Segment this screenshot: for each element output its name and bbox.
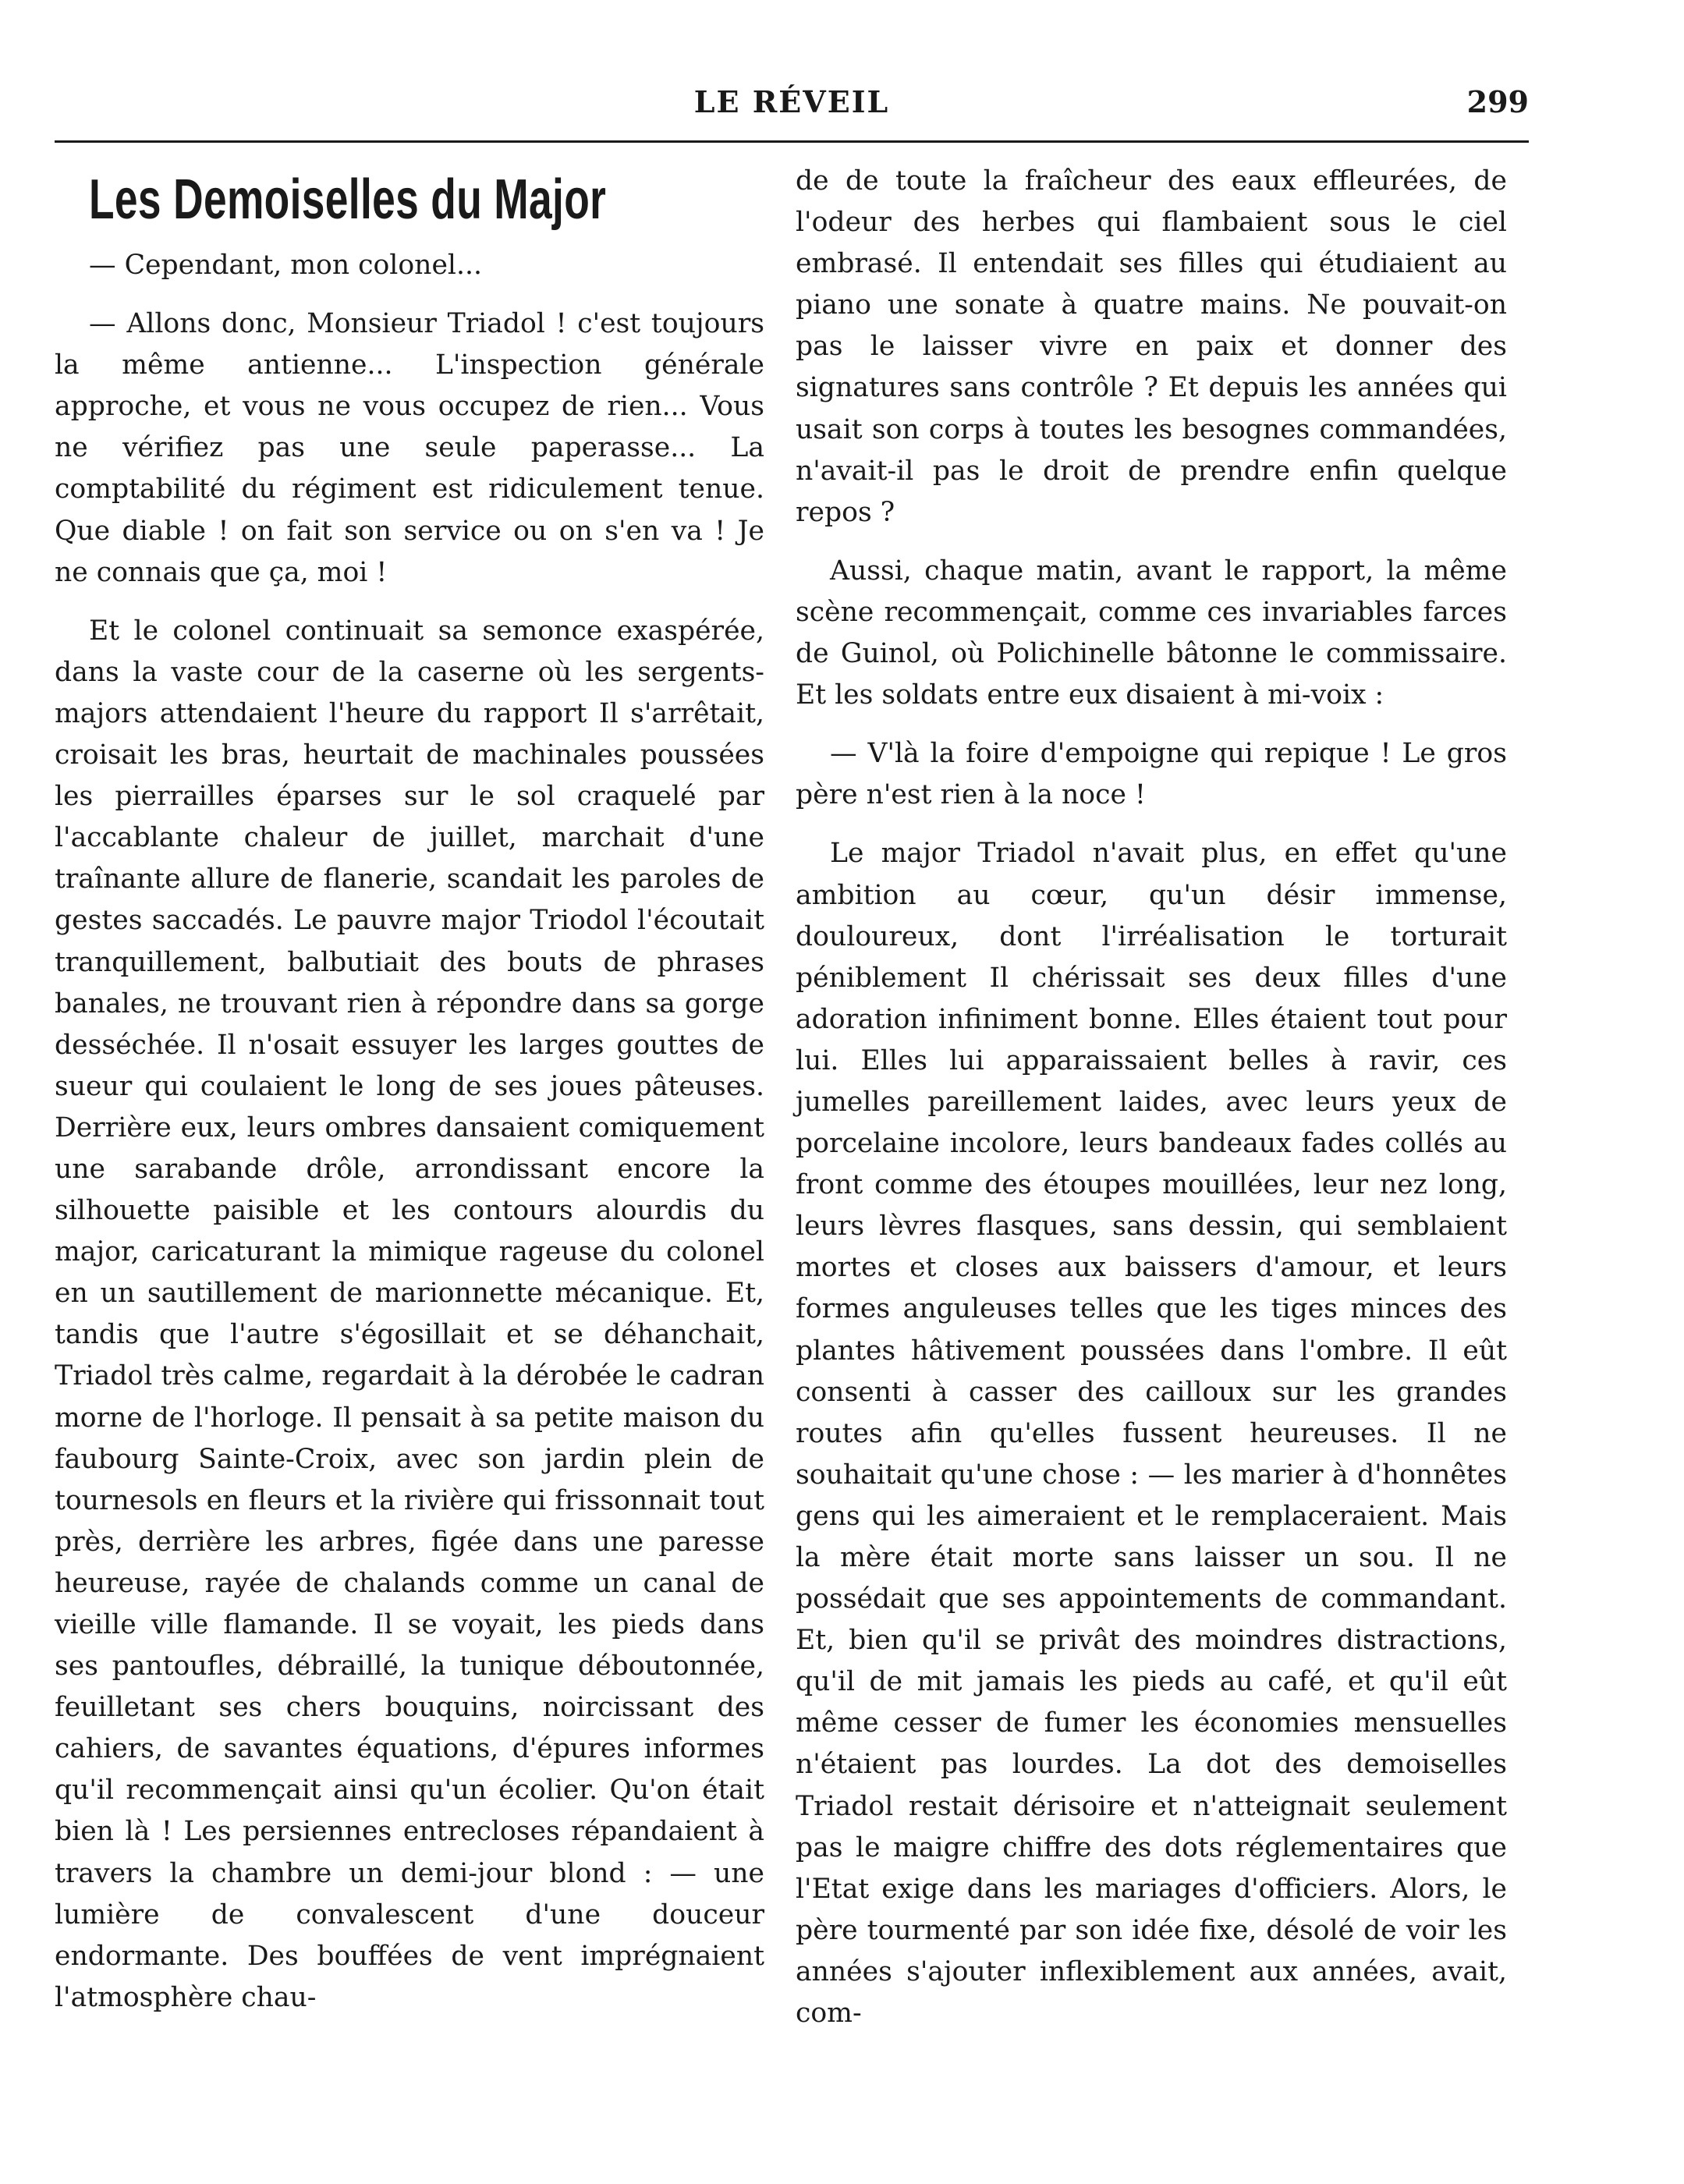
left-column xyxy=(55,161,764,2019)
right-column xyxy=(796,161,1507,2034)
paragraph: Aussi, chaque matin, avant le rapport, la même scène recommençait, comme ces invariables farces de Guinol, où Polichinelle bâtonne le commissaire. Et les soldats entre eux disaient à mi-voix : xyxy=(796,555,1507,711)
page-header xyxy=(55,84,1529,131)
paragraph: Et le colonel continuait sa semonce exaspérée, dans la vaste cour de la caserne où les sergents-majors attendaient l'heure du rapport Il s'arrêtait, croisait les bras, heurtait de machinales poussées les pierrailles éparses sur le sol craquelé par l'accablante chaleur de juillet, marchait d'une traînante allure de flanerie, scandait les paroles de gestes saccadés. Le pauvre major Triodol l'écoutait tranquillement, balbutiait des bouts de phrases banales, ne trouvant rien à répondre dans sa gorge desséchée. Il n'osait essuyer les larges gouttes de sueur qui coulaient le long de ses joues pâteuses. Derrière eux, leurs ombres dansaient comiquement une sarabande drôle, arrondissant encore la silhouette paisible et les contours alourdis du major, caricaturant la mimique rageuse du colonel en un sautillement de marionnette mécanique. Et, tandis que l'autre s'égosillait et se déhanchait, Triadol très calme, regardait à la dérobée le cadran morne de l'horloge. Il pensait à sa petite maison du faubourg Sainte-Croix, avec son jardin plein de tournesols en fleurs et la rivière qui frissonnait tout près, derrière les arbres, figée dans une paresse heureuse, rayée de chalands comme un canal de vieille ville flamande. Il se voyait, les pieds dans ses pantoufles, débraillé, la tunique déboutonnée, feuilletant ses chers bouquins, noircissant des cahiers, de savantes équations, d'épures informes qu'il recommençait ainsi qu'un écolier. Qu'on était bien là ! Les persiennes entrecloses répandaient à travers la chambre un demi-jour blond : — une lumière de convalescent d'une douceur endormante. Des bouffées de vent imprégnaient l'atmosphère chau- xyxy=(55,615,764,2013)
paragraph: — V'là la foire d'empoigne qui repique ! Le gros père n'est rien à la noce ! xyxy=(796,738,1507,811)
paragraph: Le major Triadol n'avait plus, en effet qu'une ambition au cœur, qu'un désir immense, douloureux, dont l'irréalisation le torturait péniblement Il chérissait ses deux filles d'une adoration infiniment bonne. Elles étaient tout pour lui. Elles lui apparaissaient belles à ravir, ces jumelles pareillement laides, avec leurs yeux de porcelaine incolore, leurs bandeaux fades collés au front comme des étoupes mouillées, leur nez long, leurs lèvres flasques, sans dessin, qui semblaient mortes et closes aux baissers d'amour, et leurs formes anguleuses telles que les tiges minces des plantes hâtivement poussées dans l'ombre. Il eût consenti à casser des cailloux sur les grandes routes afin qu'elles fussent heureuses. Il ne souhaitait qu'une chose : — les marier à d'honnêtes gens qui les aimeraient et le remplaceraient. Mais la mère était morte sans laisser un sou. Il ne possédait que ses appointements de commandant. Et, bien qu'il se privât des moindres distractions, qu'il de mit jamais les pieds au café, et qu'il eût même cesser de fumer les économies mensuelles n'étaient pas lourdes. La dot des demoiselles Triadol restait dérisoire et n'atteignait seulement pas le maigre chiffre des dots réglementaires que l'Etat exige dans les mariages d'officiers. Alors, le père tourmenté par son idée fixe, désolé de voir les années s'ajouter inflexiblement aux années, avait, com- xyxy=(796,838,1507,2030)
paragraph: — Cependant, mon colonel... xyxy=(89,250,482,281)
header-rule xyxy=(55,140,1529,143)
running-title: LE RÉVEIL xyxy=(693,84,890,119)
page-number: 299 xyxy=(1466,84,1529,119)
paragraph: de de toute la fraîcheur des eaux effleurées, de l'odeur des herbes qui flambaient sous le ciel embrasé. Il entendait ses filles qui étudiaient au piano une sonate à quatre mains. Ne pouvait-on pas le laisser vivre en paix et donner des signatures sans contrôle ? Et depuis les années qui usait son corps à toutes les besognes commandées, n'avait-il pas le droit de prendre enfin quelque repos ? xyxy=(796,165,1507,528)
article-title: Les Demoiselles du Major xyxy=(89,168,607,231)
paragraph: — Allons donc, Monsieur Triadol ! c'est toujours la même antienne... L'inspection générale approche, et vous ne vous occupez de rien... Vous ne vérifiez pas une seule paperasse... La comptabilité du régiment est ridiculement tenue. Que diable ! on fait son service ou on s'en va ! Je ne connais que ça, moi ! xyxy=(55,308,764,588)
